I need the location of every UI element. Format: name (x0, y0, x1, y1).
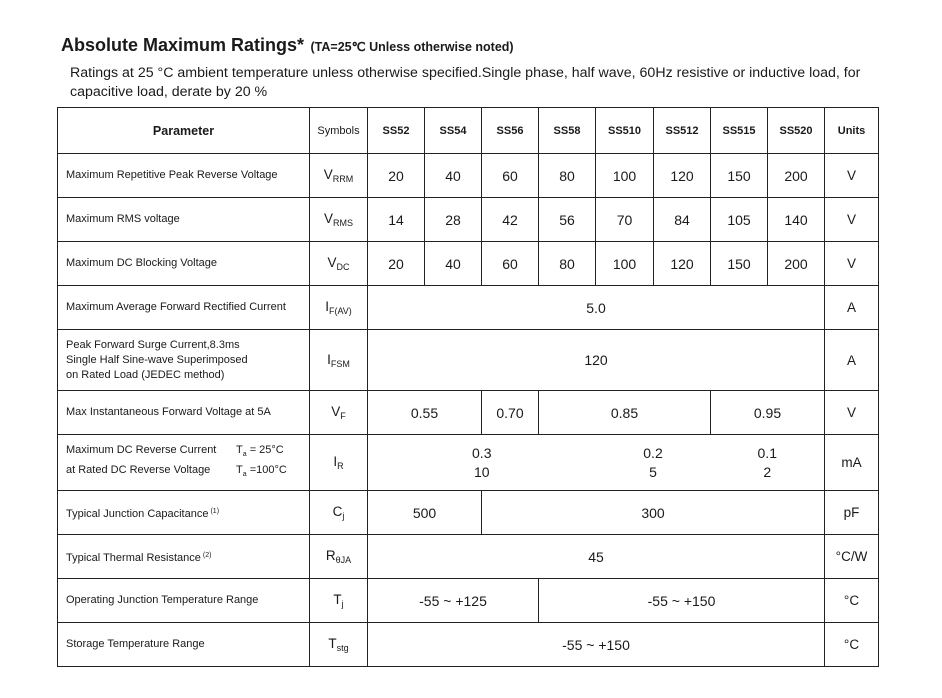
param-label: Maximum DC Reverse Current $T_a = 25^\circ C$ at Rated DC Reverse Voltage $T_a =100^\circ C$ (58, 435, 310, 491)
unit-cell: V (825, 154, 879, 198)
unit-cell: V (825, 391, 879, 435)
value-cell: 28 (425, 198, 482, 242)
part-header: SS54 (425, 108, 482, 154)
title-condition: (TA=25℃ Unless otherwise noted) (310, 40, 514, 54)
table-row (58, 391, 879, 435)
symbol-cell: $I_{FSM}$ (310, 330, 368, 391)
table-row (58, 242, 879, 286)
param-label: Typical Thermal Resistance $^{(2)}$ (58, 535, 310, 579)
symbol-cell: $T_j$ (310, 579, 368, 623)
value-cell: 0.55 (368, 391, 482, 435)
value-cell: -55 ~ +150 (539, 579, 825, 623)
unit-cell: pF (825, 491, 879, 535)
symbols-header: Symbols (310, 108, 368, 154)
parameter-header: Parameter (58, 108, 310, 154)
value-cell: 0.95 (711, 391, 825, 435)
symbol-cell: $T_{stg}$ (310, 623, 368, 667)
value-cell: 60 (482, 154, 539, 198)
value-cell: 20 (368, 154, 425, 198)
unit-cell: °C (825, 579, 879, 623)
symbol-cell: $V_{RRM}$ (310, 154, 368, 198)
table-row (58, 198, 879, 242)
value-cell: 20 (368, 242, 425, 286)
param-label: Operating Junction Temperature Range (58, 579, 310, 623)
value-cell: 500 (368, 491, 482, 535)
ratings-table (57, 107, 879, 667)
symbol-cell: $V_F$ (310, 391, 368, 435)
units-header: Units (825, 108, 879, 154)
value-cell: -55 ~ +125 (368, 579, 539, 623)
value-cell: 80 (539, 154, 596, 198)
table-row (58, 579, 879, 623)
unit-cell: V (825, 242, 879, 286)
symbol-cell: $C_j$ (310, 491, 368, 535)
value-cell: 150 (711, 154, 768, 198)
value-cell: 70 (596, 198, 654, 242)
part-header: SS58 (539, 108, 596, 154)
unit-cell: A (825, 286, 879, 330)
symbol-cell: $V_{RMS}$ (310, 198, 368, 242)
unit-cell: V (825, 198, 879, 242)
param-label: Storage Temperature Range (58, 623, 310, 667)
value-cell: 45 (368, 535, 825, 579)
value-cell: 140 (768, 198, 825, 242)
value-cell: 105 (711, 198, 768, 242)
table-row (58, 491, 879, 535)
param-label: Maximum RMS voltage (58, 198, 310, 242)
part-header: SS52 (368, 108, 425, 154)
table-row (58, 330, 879, 391)
value-cell: 200 (768, 242, 825, 286)
table-row (58, 623, 879, 667)
value-cell: 120 (654, 242, 711, 286)
value-cell: -55 ~ +150 (368, 623, 825, 667)
part-header: SS512 (654, 108, 711, 154)
value-cell: 0.3 10 (368, 435, 596, 491)
param-label: Peak Forward Surge Current,8.3ms Single Half Sine-wave Superimposed on Rated Load (JEDEC method) (58, 330, 310, 391)
value-cell: 56 (539, 198, 596, 242)
value-cell: 100 (596, 154, 654, 198)
value-cell: 150 (711, 242, 768, 286)
unit-cell: °C (825, 623, 879, 667)
param-label: Maximum DC Blocking Voltage (58, 242, 310, 286)
table-row (58, 154, 879, 198)
value-cell: 100 (596, 242, 654, 286)
symbol-cell: $I_{F(AV)}$ (310, 286, 368, 330)
unit-cell: mA (825, 435, 879, 491)
value-cell: 0.70 (482, 391, 539, 435)
table-row (58, 435, 879, 491)
value-cell: 40 (425, 154, 482, 198)
header-row (58, 108, 879, 154)
part-header: SS520 (768, 108, 825, 154)
value-cell: 14 (368, 198, 425, 242)
value-cell: 300 (482, 491, 825, 535)
param-label: Typical Junction Capacitance $^{(1)}$ (58, 491, 310, 535)
table-row (58, 286, 879, 330)
value-cell: 200 (768, 154, 825, 198)
symbol-cell: $V_{DC}$ (310, 242, 368, 286)
value-cell: 0.2 5 (596, 435, 711, 491)
value-cell: 0.1 2 (711, 435, 825, 491)
section-title (61, 35, 514, 56)
param-label: Maximum Average Forward Rectified Current (58, 286, 310, 330)
title-text: Absolute Maximum Ratings* (61, 35, 305, 55)
table-row (58, 535, 879, 579)
value-cell: 120 (368, 330, 825, 391)
value-cell: 5.0 (368, 286, 825, 330)
unit-cell: °C/W (825, 535, 879, 579)
value-cell: 84 (654, 198, 711, 242)
unit-cell: A (825, 330, 879, 391)
value-cell: 40 (425, 242, 482, 286)
value-cell: 120 (654, 154, 711, 198)
part-header: SS56 (482, 108, 539, 154)
value-cell: 60 (482, 242, 539, 286)
symbol-cell: $R_{\theta JA}$ (310, 535, 368, 579)
part-header: SS510 (596, 108, 654, 154)
value-cell: 42 (482, 198, 539, 242)
value-cell: 80 (539, 242, 596, 286)
param-label: Max Instantaneous Forward Voltage at 5A (58, 391, 310, 435)
part-header: SS515 (711, 108, 768, 154)
symbol-cell: $I_R$ (310, 435, 368, 491)
param-label: Maximum Repetitive Peak Reverse Voltage (58, 154, 310, 198)
value-cell: 0.85 (539, 391, 711, 435)
ratings-description: Ratings at 25 °C ambient temperature unless otherwise specified.Single phase, half wave, 60Hz resistive or inductive load, for capacitive load, derate by 20 % (70, 65, 861, 100)
